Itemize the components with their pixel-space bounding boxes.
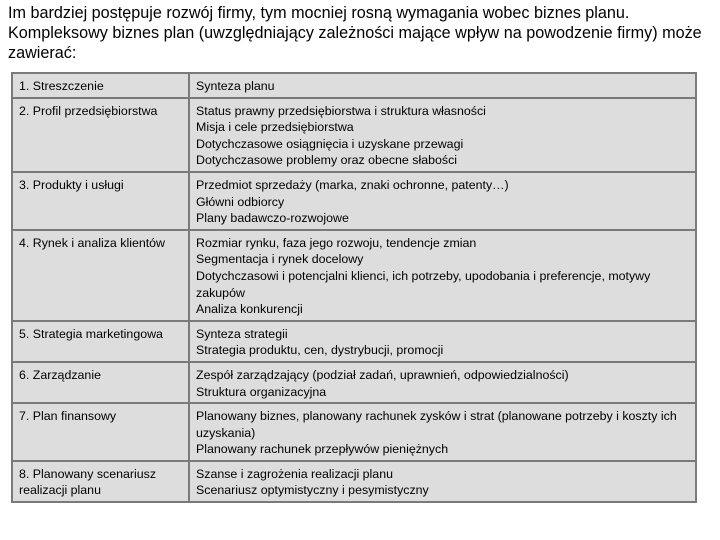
content-line: Segmentacja i rynek docelowy [196, 252, 364, 267]
section-content [189, 461, 696, 502]
section-title: 5. Strategia marketingowa [12, 321, 189, 362]
table-row [12, 172, 696, 230]
content-line: Główni odbiorcy [196, 194, 285, 209]
content-line: Struktura organizacyjna [196, 384, 327, 399]
table-row [12, 321, 696, 362]
section-content [189, 321, 696, 362]
content-line: Misja i cele przedsiębiorstwa [196, 120, 354, 135]
section-content [189, 73, 696, 98]
table-row [12, 98, 696, 172]
content-line: Planowany rachunek przepływów pieniężnych [196, 442, 449, 457]
content-line: Dotychczasowi i potencjalni klienci, ich potrzeby, upodobania i preferencje, motywy zakupów [196, 268, 651, 300]
table-row [12, 461, 696, 502]
section-content [189, 403, 696, 461]
content-line: Status prawny przedsiębiorstwa i struktura własności [196, 103, 486, 118]
content-line: Dotychczasowe osiągnięcia i uzyskane przewagi [196, 136, 464, 151]
section-title: 7. Plan finansowy [12, 403, 189, 461]
table-row [12, 403, 696, 461]
content-line: Analiza konkurencji [196, 302, 303, 317]
intro-paragraph: Im bardziej postępuje rozwój firmy, tym mocniej rosną wymagania wobec biznes planu. Kompleksowy biznes plan (uwzględniający zależności mające wpływ na powodzenie firmy) może zawierać: [8, 4, 702, 62]
content-line: Synteza planu [196, 79, 275, 93]
section-title: 1. Streszczenie [12, 73, 189, 98]
table-row [12, 230, 696, 321]
section-content [189, 98, 696, 172]
section-title: 2. Profil przedsiębiorstwa [12, 98, 189, 172]
section-title: 4. Rynek i analiza klientów [12, 230, 189, 321]
section-content [189, 362, 696, 403]
section-title: 3. Produkty i usługi [12, 172, 189, 230]
section-content [189, 172, 696, 230]
content-line: Rozmiar rynku, faza jego rozwoju, tendencje zmian [196, 235, 477, 250]
content-line: Plany badawczo-rozwojowe [196, 211, 349, 226]
content-line: Zespół zarządzający (podział zadań, uprawnień, odpowiedzialności) [196, 367, 569, 382]
business-plan-table [11, 72, 697, 503]
content-line: Scenariusz optymistyczny i pesymistyczny [196, 483, 429, 498]
section-title: 6. Zarządzanie [12, 362, 189, 403]
section-title: 8. Planowany scenariusz realizacji planu [12, 461, 189, 502]
content-line: Dotychczasowe problemy oraz obecne słabości [196, 153, 458, 168]
table-row [12, 73, 696, 98]
content-line: Strategia produktu, cen, dystrybucji, promocji [196, 343, 444, 358]
content-line: Synteza strategii [196, 326, 288, 341]
content-line: Przedmiot sprzedaży (marka, znaki ochronne, patenty…) [196, 177, 509, 192]
section-content [189, 230, 696, 321]
content-line: Planowany biznes, planowany rachunek zysków i strat (planowane potrzeby i koszty ich uzyskania) [196, 409, 677, 440]
content-line: Szanse i zagrożenia realizacji planu [196, 466, 393, 481]
table-row [12, 362, 696, 403]
